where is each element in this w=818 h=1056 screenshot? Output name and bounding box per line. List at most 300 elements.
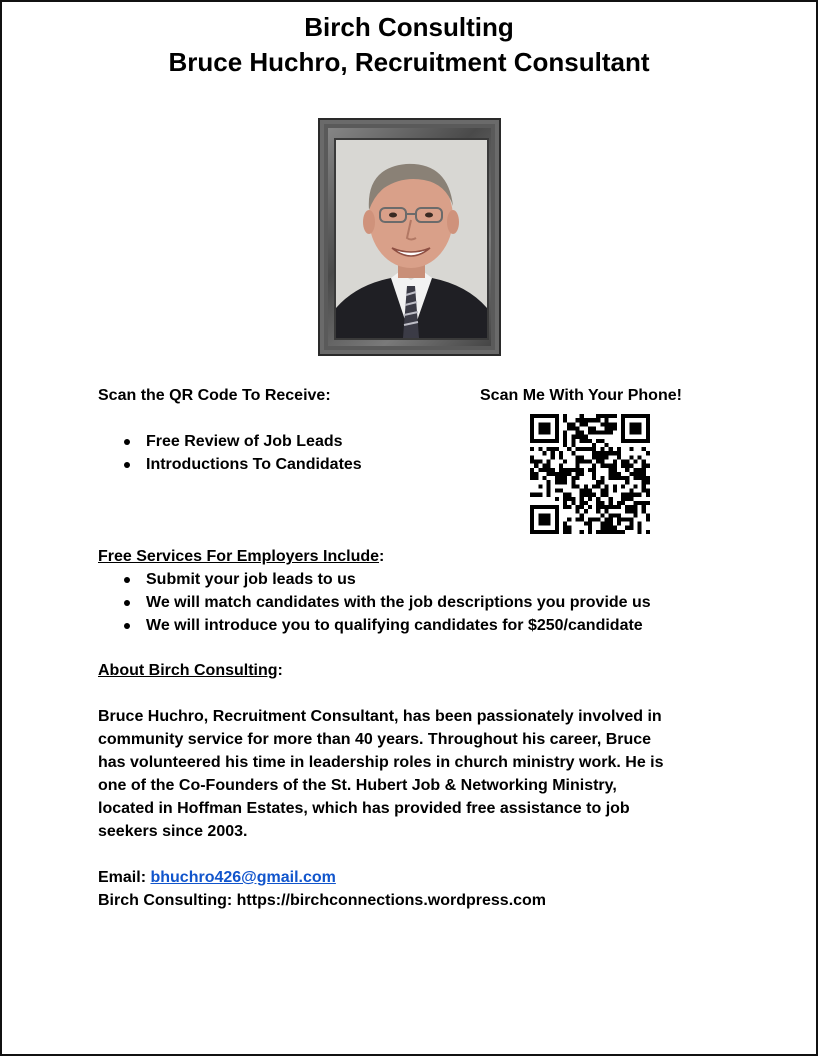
qr-module: [621, 484, 625, 488]
qr-module: [600, 522, 604, 526]
qr-module: [555, 480, 559, 484]
qr-module: [596, 530, 600, 534]
qr-module: [621, 426, 625, 430]
qr-benefits-list: [98, 430, 362, 476]
qr-module: [555, 426, 559, 430]
qr-module: [559, 451, 563, 455]
qr-module: [633, 414, 637, 418]
qr-module: [551, 472, 555, 476]
qr-module: [604, 422, 608, 426]
qr-module: [584, 501, 588, 505]
qr-module: [633, 505, 637, 509]
qr-module: [588, 418, 592, 422]
qr-module: [621, 414, 625, 418]
company-title: Birch Consulting: [304, 12, 514, 42]
qr-module: [530, 522, 534, 526]
qr-module: [567, 447, 571, 451]
qr-module: [555, 488, 559, 492]
qr-module: [600, 530, 604, 534]
qr-module: [576, 455, 580, 459]
qr-module: [629, 472, 633, 476]
qr-module: [642, 505, 646, 509]
qr-module: [596, 505, 600, 509]
qr-module: [609, 517, 613, 521]
qr-module: [642, 509, 646, 513]
qr-module: [600, 447, 604, 451]
qr-module: [604, 443, 608, 447]
qr-module: [542, 522, 546, 526]
qr-module: [555, 517, 559, 521]
qr-module: [547, 431, 551, 435]
qr-module: [600, 414, 604, 418]
qr-module: [600, 501, 604, 505]
qr-module: [617, 530, 621, 534]
qr-module: [567, 530, 571, 534]
qr-module: [592, 451, 596, 455]
qr-module: [592, 484, 596, 488]
qr-module: [547, 505, 551, 509]
qr-module: [530, 530, 534, 534]
qr-module: [542, 505, 546, 509]
qr-module: [530, 468, 534, 472]
qr-module: [567, 526, 571, 530]
qr-module: [538, 447, 542, 451]
qr-module: [646, 431, 650, 435]
qr-module: [625, 526, 629, 530]
qr-module: [580, 468, 584, 472]
qr-module: [580, 447, 584, 451]
qr-module: [530, 472, 534, 476]
qr-module: [592, 426, 596, 430]
qr-module: [547, 439, 551, 443]
qr-module: [538, 439, 542, 443]
qr-module: [596, 431, 600, 435]
qr-module: [534, 505, 538, 509]
qr-module: [604, 522, 608, 526]
qr-module: [555, 522, 559, 526]
qr-module: [633, 493, 637, 497]
qr-module: [580, 497, 584, 501]
qr-module: [600, 526, 604, 530]
qr-module: [638, 501, 642, 505]
qr-module: [613, 530, 617, 534]
qr-module: [547, 480, 551, 484]
qr-module: [555, 513, 559, 517]
qr-module: [604, 493, 608, 497]
qr-module: [530, 526, 534, 530]
qr-module: [538, 505, 542, 509]
qr-module: [563, 418, 567, 422]
qr-module: [600, 464, 604, 468]
qr-module: [538, 426, 542, 430]
qr-module: [576, 464, 580, 468]
qr-module: [629, 488, 633, 492]
qr-module: [596, 455, 600, 459]
qr-module: [604, 509, 608, 513]
qr-module: [604, 451, 608, 455]
qr-module: [642, 472, 646, 476]
qr-module: [580, 530, 584, 534]
qr-module: [600, 513, 604, 517]
qr-module: [596, 418, 600, 422]
qr-module: [609, 414, 613, 418]
qr-module: [638, 426, 642, 430]
qr-module: [600, 431, 604, 435]
qr-module: [571, 443, 575, 447]
qr-module: [555, 439, 559, 443]
qr-module: [642, 447, 646, 451]
qr-module: [592, 472, 596, 476]
qr-module: [646, 435, 650, 439]
qr-module: [563, 501, 567, 505]
qr-module: [534, 414, 538, 418]
qr-module: [538, 431, 542, 435]
qr-module: [547, 488, 551, 492]
qr-module: [625, 509, 629, 513]
qr-module: [530, 513, 534, 517]
qr-module: [555, 505, 559, 509]
qr-module: [609, 422, 613, 426]
qr-module: [646, 501, 650, 505]
qr-module: [592, 418, 596, 422]
qr-module: [555, 526, 559, 530]
qr-module: [613, 505, 617, 509]
qr-module: [542, 451, 546, 455]
qr-module: [621, 431, 625, 435]
qr-module: [592, 464, 596, 468]
qr-module: [646, 530, 650, 534]
qr-module: [530, 439, 534, 443]
qr-module: [629, 422, 633, 426]
qr-module: [604, 464, 608, 468]
qr-module: [596, 414, 600, 418]
qr-module: [646, 476, 650, 480]
qr-module: [609, 468, 613, 472]
qr-module: [617, 513, 621, 517]
qr-module: [621, 493, 625, 497]
qr-module: [600, 480, 604, 484]
qr-module: [625, 468, 629, 472]
qr-module: [629, 431, 633, 435]
qr-module: [576, 460, 580, 464]
qr-module: [592, 517, 596, 521]
qr-module: [542, 426, 546, 430]
qr-module: [617, 505, 621, 509]
qr-module: [621, 422, 625, 426]
qr-module: [567, 505, 571, 509]
qr-module: [621, 497, 625, 501]
qr-module: [571, 451, 575, 455]
qr-module: [567, 472, 571, 476]
qr-module: [604, 526, 608, 530]
qr-module: [588, 439, 592, 443]
qr-module: [555, 418, 559, 422]
qr-module: [530, 517, 534, 521]
qr-module: [588, 522, 592, 526]
qr-module: [592, 431, 596, 435]
qr-code-icon[interactable]: [530, 414, 650, 534]
qr-module: [551, 414, 555, 418]
qr-module: [629, 439, 633, 443]
qr-module: [567, 517, 571, 521]
qr-module: [609, 464, 613, 468]
qr-module: [530, 493, 534, 497]
qr-module: [584, 522, 588, 526]
qr-module: [638, 414, 642, 418]
qr-module: [542, 431, 546, 435]
qr-module: [584, 488, 588, 492]
qr-module: [633, 431, 637, 435]
qr-module: [538, 414, 542, 418]
qr-module: [646, 493, 650, 497]
qr-module: [584, 418, 588, 422]
qr-module: [642, 414, 646, 418]
qr-module: [633, 422, 637, 426]
qr-module: [633, 426, 637, 430]
list-item: Free Review of Job Leads: [98, 430, 362, 453]
qr-module: [571, 435, 575, 439]
portrait-photo: [334, 138, 489, 340]
qr-module: [530, 426, 534, 430]
qr-module: [588, 460, 592, 464]
qr-module: [571, 501, 575, 505]
about-heading: About Birch Consulting:: [98, 662, 283, 679]
qr-module: [621, 517, 625, 521]
qr-module: [638, 522, 642, 526]
list-item: Submit your job leads to us: [98, 568, 651, 591]
qr-module: [588, 468, 592, 472]
qr-module: [596, 509, 600, 513]
qr-module: [588, 530, 592, 534]
qr-module: [625, 505, 629, 509]
qr-module: [609, 476, 613, 480]
qr-module: [530, 447, 534, 451]
qr-module: [551, 468, 555, 472]
qr-module: [580, 455, 584, 459]
qr-module: [555, 509, 559, 513]
qr-module: [576, 418, 580, 422]
qr-module: [576, 517, 580, 521]
qr-module: [613, 414, 617, 418]
qr-module: [563, 460, 567, 464]
qr-module: [563, 414, 567, 418]
qr-module: [625, 480, 629, 484]
qr-module: [613, 451, 617, 455]
qr-module: [538, 468, 542, 472]
qr-module: [559, 488, 563, 492]
qr-module: [638, 493, 642, 497]
qr-module: [642, 501, 646, 505]
qr-module: [571, 439, 575, 443]
qr-module: [542, 468, 546, 472]
qr-module: [542, 513, 546, 517]
qr-module: [563, 493, 567, 497]
qr-module: [588, 488, 592, 492]
qr-module: [538, 517, 542, 521]
qr-module: [555, 431, 559, 435]
qr-module: [576, 484, 580, 488]
qr-module: [621, 464, 625, 468]
qr-module: [609, 447, 613, 451]
qr-module: [613, 526, 617, 530]
qr-module: [580, 472, 584, 476]
qr-module: [576, 426, 580, 430]
qr-module: [642, 460, 646, 464]
qr-module: [555, 414, 559, 418]
qr-module: [563, 443, 567, 447]
qr-module: [567, 493, 571, 497]
qr-module: [538, 493, 542, 497]
qr-module: [621, 501, 625, 505]
qr-module: [576, 431, 580, 435]
qr-module: [547, 468, 551, 472]
qr-module: [559, 476, 563, 480]
qr-module: [609, 522, 613, 526]
qr-module: [629, 447, 633, 451]
qr-module: [596, 451, 600, 455]
qr-module: [580, 493, 584, 497]
qr-module: [646, 513, 650, 517]
qr-module: [576, 468, 580, 472]
qr-module: [638, 431, 642, 435]
qr-module: [542, 476, 546, 480]
qr-module: [592, 455, 596, 459]
qr-module: [563, 480, 567, 484]
qr-module: [547, 513, 551, 517]
qr-module: [633, 513, 637, 517]
qr-module: [625, 517, 629, 521]
qr-module: [646, 418, 650, 422]
qr-module: [559, 455, 563, 459]
qr-module: [563, 526, 567, 530]
qr-module: [567, 497, 571, 501]
qr-module: [629, 505, 633, 509]
qr-module: [588, 505, 592, 509]
qr-module: [571, 497, 575, 501]
qr-module: [547, 414, 551, 418]
qr-module: [547, 426, 551, 430]
qr-module: [600, 493, 604, 497]
qr-heading: Scan the QR Code To Receive:: [98, 387, 331, 404]
qr-module: [638, 526, 642, 530]
qr-module: [596, 484, 600, 488]
qr-module: [613, 426, 617, 430]
qr-module: [592, 476, 596, 480]
qr-module: [530, 460, 534, 464]
qr-module: [542, 517, 546, 521]
qr-module: [580, 505, 584, 509]
qr-module: [642, 464, 646, 468]
qr-module: [604, 455, 608, 459]
qr-module: [551, 439, 555, 443]
portrait-illustration: [336, 140, 487, 338]
list-item: Introductions To Candidates: [98, 453, 362, 476]
list-item: We will introduce you to qualifying candidates for $250/candidate: [98, 614, 651, 637]
qr-module: [588, 497, 592, 501]
qr-module: [646, 426, 650, 430]
qr-module: [600, 505, 604, 509]
qr-module: [584, 460, 588, 464]
qr-module: [551, 447, 555, 451]
qr-module: [617, 522, 621, 526]
qr-module: [633, 484, 637, 488]
qr-module: [613, 476, 617, 480]
qr-module: [613, 464, 617, 468]
qr-module: [638, 530, 642, 534]
qr-module: [642, 488, 646, 492]
qr-module: [530, 431, 534, 435]
qr-module: [625, 493, 629, 497]
qr-module: [604, 418, 608, 422]
qr-module: [580, 517, 584, 521]
qr-module: [571, 480, 575, 484]
qr-module: [617, 455, 621, 459]
qr-module: [538, 522, 542, 526]
portrait-frame: [318, 118, 501, 356]
qr-module: [576, 476, 580, 480]
qr-module: [609, 451, 613, 455]
qr-module: [638, 455, 642, 459]
qr-module: [538, 513, 542, 517]
about-paragraph: Bruce Huchro, Recruitment Consultant, has been passionately involved in community service for more than 40 years. Throughout his career, Bruce has volunteered his time in leadership roles in church ministry work. He is one of the Co-Founders of the St. Hubert Job & Networking Ministry, located in Hoffman Estates, which has provided free assistance to job seekers since 2003.: [98, 708, 664, 840]
list-item: We will match candidates with the job descriptions you provide us: [98, 591, 651, 614]
qr-module: [584, 435, 588, 439]
qr-module: [580, 422, 584, 426]
qr-module: [555, 530, 559, 534]
qr-module: [530, 455, 534, 459]
bullet-icon: [124, 600, 130, 606]
qr-module: [563, 472, 567, 476]
qr-module: [534, 460, 538, 464]
qr-module: [588, 447, 592, 451]
qr-module: [600, 460, 604, 464]
qr-module: [596, 517, 600, 521]
qr-module: [592, 447, 596, 451]
qr-module: [617, 451, 621, 455]
qr-module: [604, 426, 608, 430]
qr-module: [613, 472, 617, 476]
qr-module: [629, 414, 633, 418]
qr-module: [609, 431, 613, 435]
qr-module: [555, 435, 559, 439]
qr-module: [621, 435, 625, 439]
qr-module: [625, 460, 629, 464]
qr-module: [534, 464, 538, 468]
qr-module: [592, 443, 596, 447]
qr-module: [621, 418, 625, 422]
bullet-icon: [124, 462, 130, 468]
qr-module: [547, 472, 551, 476]
qr-module: [534, 439, 538, 443]
qr-module: [633, 509, 637, 513]
qr-module: [542, 530, 546, 534]
qr-module: [642, 476, 646, 480]
qr-module: [609, 497, 613, 501]
qr-module: [617, 501, 621, 505]
email-link[interactable]: bhuchro426@gmail.com: [150, 869, 336, 886]
qr-module: [547, 447, 551, 451]
qr-module: [633, 472, 637, 476]
qr-module: [580, 435, 584, 439]
qr-module: [633, 476, 637, 480]
qr-module: [588, 517, 592, 521]
qr-module: [642, 484, 646, 488]
qr-module: [563, 522, 567, 526]
qr-module: [584, 493, 588, 497]
qr-module: [567, 422, 571, 426]
qr-module: [547, 460, 551, 464]
qr-module: [563, 530, 567, 534]
